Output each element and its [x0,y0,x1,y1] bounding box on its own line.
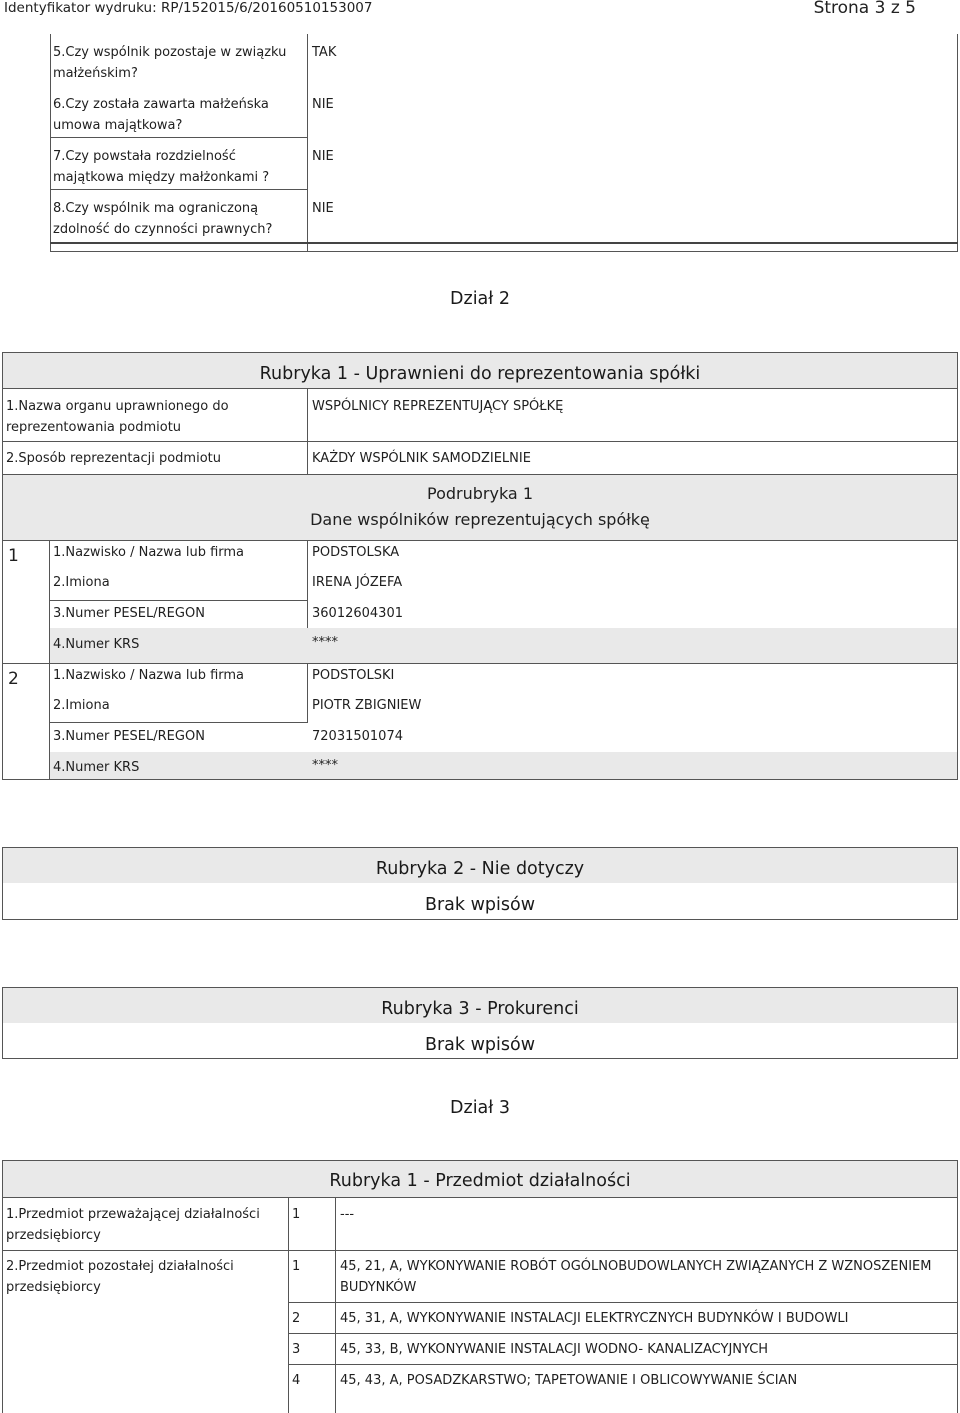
question-7: 7.Czy powstała rozdzielność majątkowa między małżonkami ? [53,149,270,185]
dzial-2-title: Dział 2 [450,289,510,309]
rubryka-1-title: Rubryka 1 - Uprawnieni do reprezentowania spółki [259,364,701,384]
rubryka-3-empty: Brak wpisów [424,1035,536,1055]
podrubryka-subtitle: Dane wspólników reprezentujących spółkę [310,510,650,529]
other-activity-label: 2.Przedmiot pozostałej działalności przedsiębiorcy [6,1259,234,1295]
rubryka-2-title: Rubryka 2 - Nie dotyczy [375,859,585,879]
main-activity-text: --- [340,1207,355,1222]
sposob-label: 2.Sposób reprezentacji podmiotu [6,451,221,466]
person-1-krs-label: 4.Numer KRS [53,637,140,652]
answer-6: NIE [312,97,334,112]
person-1-imiona-label: 2.Imiona [53,575,110,590]
question-8: 8.Czy wspólnik ma ograniczoną zdolność do czynności prawnych? [53,201,273,237]
person-2-pesel-label: 3.Numer PESEL/REGON [53,729,205,744]
other-activity-4-no: 4 [292,1373,301,1388]
podrubryka-title: Podrubryka 1 [427,484,533,503]
person-1-pesel-label: 3.Numer PESEL/REGON [53,606,205,621]
answer-7: NIE [312,149,334,164]
other-activity-2-no: 2 [292,1311,301,1326]
question-5: 5.Czy wspólnik pozostaje w związku małżeńskim? [53,45,287,81]
person-1-nazwisko: PODSTOLSKA [312,545,400,560]
other-activity-2-text: 45, 31, A, WYKONYWANIE INSTALACJI ELEKTRYCZNYCH BUDYNKÓW I BUDOWLI [340,1311,849,1326]
page-number: Strona 3 z 5 [813,0,916,18]
main-activity-label: 1.Przedmiot przeważającej działalności przedsiębiorcy [6,1207,260,1243]
person-2-nazwisko-label: 1.Nazwisko / Nazwa lub firma [53,668,245,683]
person-2-krs-label: 4.Numer KRS [53,760,140,775]
person-2-nazwisko: PODSTOLSKI [312,668,395,683]
other-activity-3-no: 3 [292,1342,301,1357]
person-1-imiona: IRENA JÓZEFA [312,575,403,590]
person-2-imiona-label: 2.Imiona [53,698,110,713]
rubryka-3-title: Rubryka 3 - Prokurenci [381,999,579,1019]
person-2-krs: **** [312,758,338,773]
organ-label: 1.Nazwa organu uprawnionego do reprezentowania podmiotu [6,399,229,435]
dzial-3-title: Dział 3 [450,1098,510,1118]
other-activity-3-text: 45, 33, B, WYKONYWANIE INSTALACJI WODNO- KANALIZACYJNYCH [340,1342,769,1357]
answer-8: NIE [312,201,334,216]
person-1-nazwisko-label: 1.Nazwisko / Nazwa lub firma [53,545,245,560]
person-2-imiona: PIOTR ZBIGNIEW [312,698,422,713]
person-2-pesel: 72031501074 [312,729,403,744]
activity-title: Rubryka 1 - Przedmiot działalności [329,1171,631,1191]
main-activity-no: 1 [292,1207,301,1222]
other-activity-4-text: 45, 43, A, POSADZKARSTWO; TAPETOWANIE I OBLICOWYWANIE ŚCIAN [340,1373,798,1388]
person-1-number: 1 [8,546,19,566]
other-activity-1-text: 45, 21, A, WYKONYWANIE ROBÓT OGÓLNOBUDOWLANYCH ZWIĄZANYCH Z WZNOSZENIEM BUDYNKÓW [340,1259,932,1295]
person-2-number: 2 [8,669,19,689]
rubryka-2-empty: Brak wpisów [424,895,536,915]
print-identifier: Identyfikator wydruku: RP/152015/6/20160510153007 [4,0,373,16]
other-activity-1-no: 1 [292,1259,301,1274]
organ-value: WSPÓLNICY REPREZENTUJĄCY SPÓŁKĘ [312,399,564,414]
sposob-value: KAŻDY WSPÓLNIK SAMODZIELNIE [312,451,531,466]
answer-5: TAK [312,45,337,60]
person-1-krs: **** [312,635,338,650]
question-6: 6.Czy została zawarta małżeńska umowa majątkowa? [53,97,269,133]
person-1-pesel: 36012604301 [312,606,403,621]
